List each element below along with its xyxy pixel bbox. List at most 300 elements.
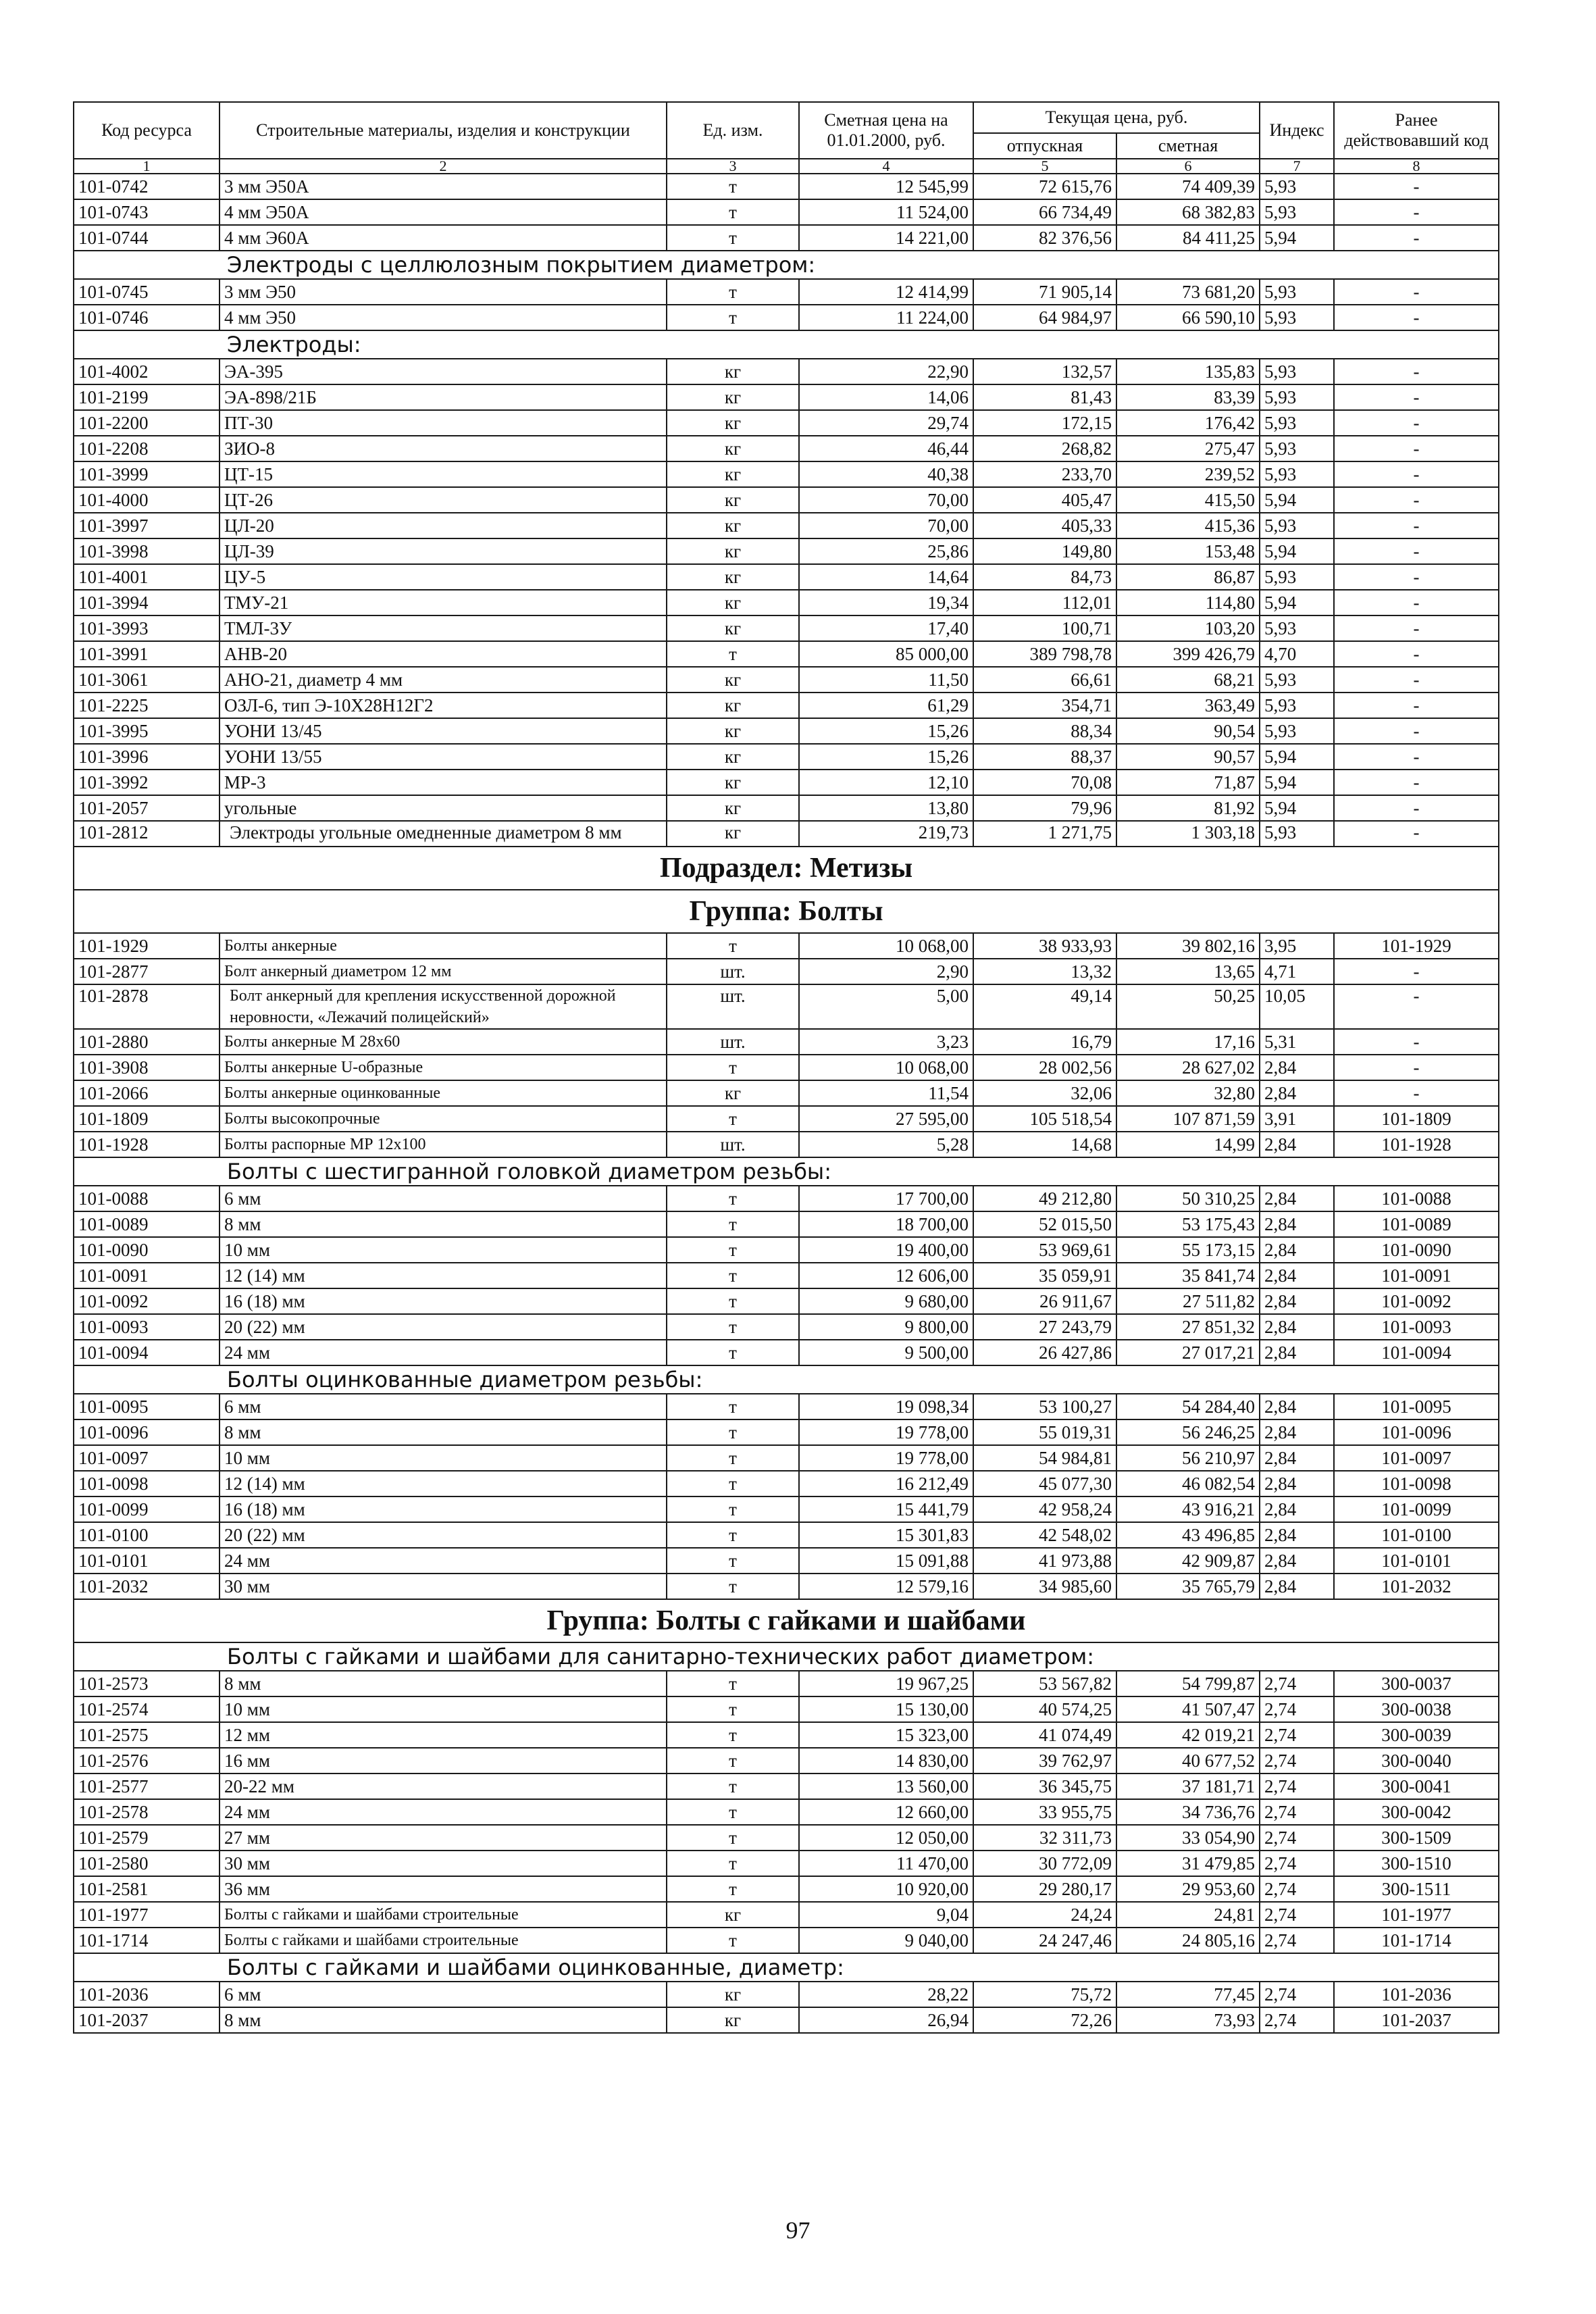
release-price-cell: 42 958,24 [973,1496,1116,1522]
resource-code-cell: 101-1929 [74,933,220,959]
base-price-cell: 219,73 [799,821,973,847]
release-price-cell: 26 911,67 [973,1288,1116,1314]
resource-code-cell: 101-0094 [74,1340,220,1365]
unit-cell: т [667,1340,799,1365]
base-price-cell: 19,34 [799,590,973,615]
estimate-price-cell: 46 082,54 [1116,1471,1260,1496]
previous-code-cell: 300-0037 [1334,1671,1499,1696]
group-title: Болты с шестигранной головкой диаметром резьбы: [74,1157,1499,1186]
price-index-cell: 2,84 [1260,1314,1334,1340]
release-price-cell: 172,15 [973,410,1116,436]
material-name-cell: 10 мм [220,1445,667,1471]
release-price-cell: 36 345,75 [973,1774,1116,1799]
base-price-cell: 18 700,00 [799,1211,973,1237]
base-price-cell: 15,26 [799,718,973,744]
table-row [74,1774,1499,1799]
price-index-cell: 5,93 [1260,513,1334,538]
price-index-cell: 3,95 [1260,933,1334,959]
price-index-cell: 2,84 [1260,1132,1334,1157]
estimate-price-cell: 68 382,83 [1116,199,1260,225]
release-price-cell: 30 772,09 [973,1851,1116,1876]
price-index-cell: 2,84 [1260,1288,1334,1314]
previous-code-cell: - [1334,744,1499,770]
release-price-cell: 39 762,97 [973,1748,1116,1774]
estimate-price-cell: 103,20 [1116,615,1260,641]
estimate-price-cell: 415,50 [1116,487,1260,513]
price-index-cell: 2,84 [1260,1340,1334,1365]
material-name-cell: 36 мм [220,1876,667,1902]
unit-cell: шт. [667,984,799,1029]
price-index-cell: 2,74 [1260,1748,1334,1774]
table-row [74,436,1499,461]
release-price-cell: 42 548,02 [973,1522,1116,1548]
header-prev-code: Ранее действовавший код [1334,102,1499,159]
previous-code-cell: 101-0089 [1334,1211,1499,1237]
unit-cell: т [667,1055,799,1080]
base-price-cell: 13,80 [799,795,973,821]
unit-cell: т [667,1106,799,1132]
group-heading-row [74,1953,1499,1982]
price-index-cell: 5,94 [1260,770,1334,795]
resource-code-cell: 101-2037 [74,2007,220,2033]
estimate-price-cell: 81,92 [1116,795,1260,821]
price-index-cell: 5,94 [1260,744,1334,770]
price-index-cell: 2,84 [1260,1211,1334,1237]
base-price-cell: 12 545,99 [799,174,973,199]
price-index-cell: 2,84 [1260,1548,1334,1574]
table-row [74,744,1499,770]
resource-code-cell: 101-0096 [74,1419,220,1445]
header-col-number: 2 [220,159,667,174]
header-code: Код ресурса [74,102,220,159]
material-name-cell: угольные [220,795,667,821]
estimate-price-cell: 68,21 [1116,667,1260,693]
table-row [74,795,1499,821]
resource-code-cell: 101-0743 [74,199,220,225]
table-row [74,1211,1499,1237]
table-body [74,174,1499,2033]
header-col-number: 8 [1334,159,1499,174]
base-price-cell: 11 470,00 [799,1851,973,1876]
header-unit: Ед. изм. [667,102,799,159]
group-title: Болты оцинкованные диаметром резьбы: [74,1365,1499,1394]
table-row [74,199,1499,225]
base-price-cell: 22,90 [799,359,973,384]
release-price-cell: 354,71 [973,693,1116,718]
estimate-price-cell: 39 802,16 [1116,933,1260,959]
material-name-cell: 3 мм Э50 [220,279,667,305]
estimate-price-cell: 153,48 [1116,538,1260,564]
previous-code-cell: - [1334,984,1499,1029]
price-index-cell: 2,84 [1260,1471,1334,1496]
price-index-cell: 5,94 [1260,538,1334,564]
unit-cell: кг [667,744,799,770]
section-title: Группа: Болты [74,890,1499,933]
price-index-cell: 2,74 [1260,1876,1334,1902]
price-index-cell: 3,91 [1260,1106,1334,1132]
material-name-cell: ЦЛ-20 [220,513,667,538]
estimate-price-cell: 17,16 [1116,1029,1260,1055]
previous-code-cell: 101-0092 [1334,1288,1499,1314]
estimate-price-cell: 14,99 [1116,1132,1260,1157]
estimate-price-cell: 34 736,76 [1116,1799,1260,1825]
material-name-cell: 4 мм Э50А [220,199,667,225]
material-name-cell: ЦТ-15 [220,461,667,487]
release-price-cell: 14,68 [973,1132,1116,1157]
base-price-cell: 11,50 [799,667,973,693]
previous-code-cell: - [1334,487,1499,513]
price-index-cell: 2,84 [1260,1522,1334,1548]
base-price-cell: 11 524,00 [799,199,973,225]
previous-code-cell: - [1334,225,1499,251]
base-price-cell: 5,28 [799,1132,973,1157]
base-price-cell: 29,74 [799,410,973,436]
resource-code-cell: 101-3996 [74,744,220,770]
base-price-cell: 12 606,00 [799,1263,973,1288]
base-price-cell: 5,00 [799,984,973,1029]
previous-code-cell: 101-0100 [1334,1522,1499,1548]
base-price-cell: 14 221,00 [799,225,973,251]
estimate-price-cell: 35 765,79 [1116,1574,1260,1599]
material-name-cell: 6 мм [220,1982,667,2007]
unit-cell: кг [667,718,799,744]
resource-code-cell: 101-0100 [74,1522,220,1548]
price-index-cell: 2,84 [1260,1574,1334,1599]
group-heading-row [74,1365,1499,1394]
previous-code-cell: 101-0097 [1334,1445,1499,1471]
material-name-cell: 20 (22) мм [220,1522,667,1548]
price-index-cell: 5,93 [1260,174,1334,199]
release-price-cell: 70,08 [973,770,1116,795]
material-name-cell: 27 мм [220,1825,667,1851]
previous-code-cell: - [1334,795,1499,821]
resource-code-cell: 101-2579 [74,1825,220,1851]
base-price-cell: 9 680,00 [799,1288,973,1314]
unit-cell: т [667,1799,799,1825]
release-price-cell: 53 567,82 [973,1671,1116,1696]
estimate-price-cell: 415,36 [1116,513,1260,538]
price-index-cell: 5,93 [1260,564,1334,590]
resource-code-cell: 101-2066 [74,1080,220,1106]
material-name-cell: ЭА-395 [220,359,667,384]
material-name-cell: Электроды угольные омедненные диаметром 8 мм [220,821,667,847]
material-name-cell: 8 мм [220,1419,667,1445]
table-row [74,1851,1499,1876]
release-price-cell: 29 280,17 [973,1876,1116,1902]
material-name-cell: 20-22 мм [220,1774,667,1799]
price-index-cell: 2,84 [1260,1237,1334,1263]
unit-cell: т [667,1748,799,1774]
previous-code-cell: 300-0038 [1334,1696,1499,1722]
estimate-price-cell: 90,57 [1116,744,1260,770]
release-price-cell: 112,01 [973,590,1116,615]
release-price-cell: 24 247,46 [973,1928,1116,1953]
unit-cell: т [667,933,799,959]
previous-code-cell: 101-0098 [1334,1471,1499,1496]
previous-code-cell: - [1334,359,1499,384]
table-row [74,1696,1499,1722]
base-price-cell: 61,29 [799,693,973,718]
release-price-cell: 55 019,31 [973,1419,1116,1445]
release-price-cell: 72 615,76 [973,174,1116,199]
previous-code-cell: - [1334,641,1499,667]
base-price-cell: 19 400,00 [799,1237,973,1263]
previous-code-cell: 101-1928 [1334,1132,1499,1157]
price-index-cell: 5,93 [1260,279,1334,305]
table-row [74,1928,1499,1953]
unit-cell: т [667,199,799,225]
previous-code-cell: - [1334,538,1499,564]
price-index-cell: 2,74 [1260,1825,1334,1851]
table-row [74,1055,1499,1080]
base-price-cell: 26,94 [799,2007,973,2033]
section-title: Подраздел: Метизы [74,847,1499,890]
resource-code-cell: 101-3999 [74,461,220,487]
table-row [74,1876,1499,1902]
base-price-cell: 9 040,00 [799,1928,973,1953]
material-name-cell: 30 мм [220,1851,667,1876]
resource-code-cell: 101-1714 [74,1928,220,1953]
base-price-cell: 12,10 [799,770,973,795]
material-name-cell: 20 (22) мм [220,1314,667,1340]
estimate-price-cell: 73 681,20 [1116,279,1260,305]
unit-cell: т [667,1419,799,1445]
price-index-cell: 4,71 [1260,959,1334,984]
base-price-cell: 27 595,00 [799,1106,973,1132]
base-price-cell: 15 130,00 [799,1696,973,1722]
unit-cell: т [667,641,799,667]
unit-cell: т [667,1574,799,1599]
table-row [74,359,1499,384]
header-col-number: 1 [74,159,220,174]
previous-code-cell: 101-0101 [1334,1548,1499,1574]
previous-code-cell: 300-0041 [1334,1774,1499,1799]
estimate-price-cell: 53 175,43 [1116,1211,1260,1237]
estimate-price-cell: 399 426,79 [1116,641,1260,667]
header-current-price: Текущая цена, руб. [973,102,1260,133]
table-row [74,1186,1499,1211]
estimate-price-cell: 83,39 [1116,384,1260,410]
previous-code-cell: - [1334,461,1499,487]
previous-code-cell: 101-0095 [1334,1394,1499,1419]
table-row [74,513,1499,538]
header-materials: Строительные материалы, изделия и конструкции [220,102,667,159]
material-name-cell: Болты анкерные [220,933,667,959]
unit-cell: т [667,1445,799,1471]
base-price-cell: 70,00 [799,487,973,513]
resource-code-cell: 101-1928 [74,1132,220,1157]
material-name-cell: МР-3 [220,770,667,795]
table-row [74,1574,1499,1599]
unit-cell: т [667,1263,799,1288]
base-price-cell: 14 830,00 [799,1748,973,1774]
material-name-cell: ЦЛ-39 [220,538,667,564]
price-index-cell: 2,74 [1260,1928,1334,1953]
release-price-cell: 88,34 [973,718,1116,744]
resource-code-cell: 101-0745 [74,279,220,305]
table-row [74,615,1499,641]
previous-code-cell: - [1334,199,1499,225]
previous-code-cell: 101-1929 [1334,933,1499,959]
table-row [74,693,1499,718]
price-index-cell: 2,74 [1260,1902,1334,1928]
resource-code-cell: 101-0746 [74,305,220,330]
release-price-cell: 45 077,30 [973,1471,1116,1496]
material-name-cell: 24 мм [220,1340,667,1365]
previous-code-cell: - [1334,959,1499,984]
group-title: Болты с гайками и шайбами оцинкованные, диаметр: [74,1953,1499,1982]
material-name-cell: Болты с гайками и шайбами строительные [220,1902,667,1928]
previous-code-cell: - [1334,279,1499,305]
estimate-price-cell: 29 953,60 [1116,1876,1260,1902]
header-col-number: 5 [973,159,1116,174]
release-price-cell: 53 969,61 [973,1237,1116,1263]
resource-code-cell: 101-0090 [74,1237,220,1263]
resource-code-cell: 101-3993 [74,615,220,641]
table-row [74,1288,1499,1314]
base-price-cell: 12 660,00 [799,1799,973,1825]
unit-cell: кг [667,1902,799,1928]
price-index-cell: 10,05 [1260,984,1334,1029]
release-price-cell: 64 984,97 [973,305,1116,330]
previous-code-cell: 101-2037 [1334,2007,1499,2033]
price-index-cell: 5,93 [1260,359,1334,384]
release-price-cell: 53 100,27 [973,1394,1116,1419]
previous-code-cell: 101-1714 [1334,1928,1499,1953]
base-price-cell: 15 323,00 [799,1722,973,1748]
release-price-cell: 38 933,93 [973,933,1116,959]
header-estimate-price: сметная [1116,133,1260,159]
material-name-cell: 12 (14) мм [220,1471,667,1496]
material-name-cell: 4 мм Э50 [220,305,667,330]
estimate-price-cell: 33 054,90 [1116,1825,1260,1851]
resource-code-cell: 101-2057 [74,795,220,821]
unit-cell: кг [667,1080,799,1106]
previous-code-cell: - [1334,667,1499,693]
group-title: Электроды: [74,330,1499,359]
resource-code-cell: 101-0091 [74,1263,220,1288]
estimate-price-cell: 32,80 [1116,1080,1260,1106]
price-table [73,101,1499,2034]
estimate-price-cell: 107 871,59 [1116,1106,1260,1132]
previous-code-cell: - [1334,1029,1499,1055]
unit-cell: кг [667,795,799,821]
price-index-cell: 5,93 [1260,821,1334,847]
base-price-cell: 9,04 [799,1902,973,1928]
base-price-cell: 9 500,00 [799,1340,973,1365]
resource-code-cell: 101-2877 [74,959,220,984]
release-price-cell: 32,06 [973,1080,1116,1106]
previous-code-cell: - [1334,564,1499,590]
unit-cell: кг [667,359,799,384]
price-index-cell: 5,94 [1260,487,1334,513]
unit-cell: кг [667,513,799,538]
estimate-price-cell: 55 173,15 [1116,1237,1260,1263]
group-title: Электроды с целлюлозным покрытием диаметром: [74,251,1499,279]
release-price-cell: 82 376,56 [973,225,1116,251]
estimate-price-cell: 1 303,18 [1116,821,1260,847]
material-name-cell: 8 мм [220,1671,667,1696]
table-row [74,1340,1499,1365]
estimate-price-cell: 35 841,74 [1116,1263,1260,1288]
estimate-price-cell: 176,42 [1116,410,1260,436]
previous-code-cell: - [1334,384,1499,410]
release-price-cell: 34 985,60 [973,1574,1116,1599]
table-row [74,1132,1499,1157]
base-price-cell: 10 068,00 [799,1055,973,1080]
unit-cell: кг [667,615,799,641]
table-row [74,564,1499,590]
estimate-price-cell: 71,87 [1116,770,1260,795]
base-price-cell: 40,38 [799,461,973,487]
unit-cell: кг [667,667,799,693]
release-price-cell: 66,61 [973,667,1116,693]
group-heading-row [74,251,1499,279]
release-price-cell: 49,14 [973,984,1116,1029]
release-price-cell: 88,37 [973,744,1116,770]
price-index-cell: 2,74 [1260,2007,1334,2033]
estimate-price-cell: 90,54 [1116,718,1260,744]
estimate-price-cell: 24 805,16 [1116,1928,1260,1953]
estimate-price-cell: 66 590,10 [1116,305,1260,330]
release-price-cell: 84,73 [973,564,1116,590]
material-name-cell: ТМУ-21 [220,590,667,615]
material-name-cell: ТМЛ-3У [220,615,667,641]
table-row [74,1825,1499,1851]
release-price-cell: 27 243,79 [973,1314,1116,1340]
unit-cell: кг [667,487,799,513]
estimate-price-cell: 56 210,97 [1116,1445,1260,1471]
resource-code-cell: 101-2574 [74,1696,220,1722]
release-price-cell: 41 973,88 [973,1548,1116,1574]
estimate-price-cell: 27 017,21 [1116,1340,1260,1365]
release-price-cell: 52 015,50 [973,1211,1116,1237]
price-index-cell: 2,84 [1260,1496,1334,1522]
unit-cell: т [667,1722,799,1748]
material-name-cell: 16 (18) мм [220,1288,667,1314]
estimate-price-cell: 50,25 [1116,984,1260,1029]
release-price-cell: 26 427,86 [973,1340,1116,1365]
unit-cell: кг [667,436,799,461]
table-row [74,538,1499,564]
resource-code-cell: 101-2580 [74,1851,220,1876]
resource-code-cell: 101-2200 [74,410,220,436]
price-index-cell: 5,93 [1260,693,1334,718]
price-index-cell: 5,93 [1260,199,1334,225]
table-row [74,1548,1499,1574]
release-price-cell: 40 574,25 [973,1696,1116,1722]
previous-code-cell: - [1334,174,1499,199]
release-price-cell: 35 059,91 [973,1263,1116,1288]
base-price-cell: 19 778,00 [799,1445,973,1471]
base-price-cell: 2,90 [799,959,973,984]
base-price-cell: 3,23 [799,1029,973,1055]
base-price-cell: 25,86 [799,538,973,564]
resource-code-cell: 101-0742 [74,174,220,199]
price-index-cell: 2,74 [1260,1851,1334,1876]
table-row [74,590,1499,615]
previous-code-cell: - [1334,693,1499,718]
table-row [74,305,1499,330]
previous-code-cell: 101-0088 [1334,1186,1499,1211]
previous-code-cell: 300-1510 [1334,1851,1499,1876]
price-index-cell: 5,94 [1260,590,1334,615]
resource-code-cell: 101-2878 [74,984,220,1029]
resource-code-cell: 101-3994 [74,590,220,615]
resource-code-cell: 101-0092 [74,1288,220,1314]
material-name-cell: Болты с гайками и шайбами строительные [220,1928,667,1953]
previous-code-cell: 101-1977 [1334,1902,1499,1928]
